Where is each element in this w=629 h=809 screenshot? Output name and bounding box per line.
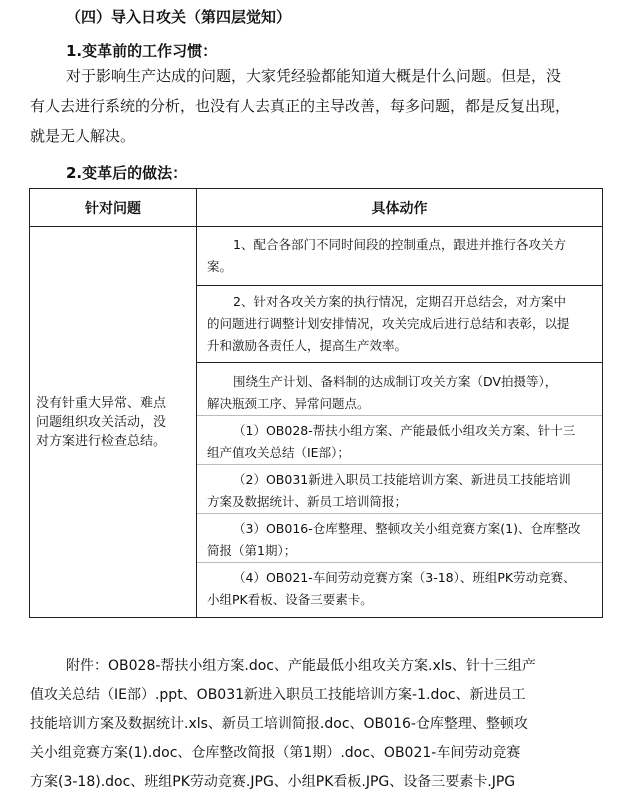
header-action: 具体动作 xyxy=(197,189,603,227)
subheading-before: 1.变革前的工作习惯： xyxy=(66,42,218,60)
paragraph-line: 对于影响生产达成的问题，大家凭经验都能知道大概是什么问题。但是，没 xyxy=(66,67,562,85)
attachments-line: 技能培训方案及数据统计.xls、新员工培训简报.doc、OB016-仓库整理、整顿攻 xyxy=(30,716,528,732)
issue-line: 问题组织攻关活动，没 xyxy=(36,414,167,430)
attachments-line: 值攻关总结（IE部）.ppt、OB031新进入职员工技能培训方案-1.doc、新进员工 xyxy=(30,687,526,703)
attachments-line: 方案(3-18).doc、班组PK劳动竞赛.JPG、小组PK看板.JPG、设备三要素卡.JPG xyxy=(30,774,516,790)
issue-cell xyxy=(30,227,197,618)
table-header-row xyxy=(30,189,603,227)
measures-table xyxy=(29,188,603,618)
paragraph-line: 就是无人解决。 xyxy=(30,127,136,145)
table-row xyxy=(30,227,603,286)
attachments-line: 附件：OB028-帮扶小组方案.doc、产能最低小组攻关方案.xls、针十三组产 xyxy=(66,658,536,674)
issue-line: 没有针重大异常、难点 xyxy=(36,395,167,411)
action-item-line: （3）OB016-仓库整理、整顿攻关小组竞赛方案(1)、仓库整改 xyxy=(233,521,581,536)
action-line: 2、针对各攻关方案的执行情况，定期召开总结会，对方案中 xyxy=(233,294,566,309)
action-item-line: （1）OB028-帮扶小组方案、产能最低小组攻关方案、针十三 xyxy=(233,423,576,438)
action-line: 的问题进行调整计划安排情况，攻关完成后进行总结和表彰，以提 xyxy=(207,316,570,331)
action-cell-2 xyxy=(197,286,603,363)
action-cell-1 xyxy=(197,227,603,286)
action-item-line: 组产值攻关总结（IE部）； xyxy=(207,445,350,460)
action-item-line: （4）OB021-车间劳动竞赛方案（3-18）、班组PK劳动竞赛、 xyxy=(233,570,576,585)
action-line: 升和激励各责任人，提高生产效率。 xyxy=(207,338,408,353)
paragraph-line: 有人去进行系统的分析，也没有人去真正的主导改善，每多问题，都是反复出现， xyxy=(30,97,571,115)
action-line: 1、配合各部门不同时间段的控制重点，跟进并推行各攻关方 xyxy=(233,237,566,252)
action-line: 围绕生产计划、备料制的达成制订攻关方案（DV拍摄等）， xyxy=(233,374,558,389)
action-cell-3 xyxy=(197,363,603,618)
attachments-paragraph xyxy=(30,652,605,797)
action-item-line: 方案及数据统计、新员工培训简报； xyxy=(207,494,408,509)
action-line: 案。 xyxy=(207,259,233,274)
action-item-line: 小组PK看板、设备三要素卡。 xyxy=(207,592,373,607)
section-title: （四）导入日攻关（第四层觉知） xyxy=(66,8,292,26)
action-line: 解决瓶颈工序、异常问题点。 xyxy=(207,396,370,411)
subheading-after: 2.变革后的做法： xyxy=(66,164,188,182)
header-issue: 针对问题 xyxy=(30,189,197,227)
attachments-line: 关小组竞赛方案(1).doc、仓库整改简报（第1期）.doc、OB021-车间劳动竞赛 xyxy=(30,745,521,761)
paragraph-before xyxy=(30,61,605,151)
action-item-line: （2）OB031新进入职员工技能培训方案、新进员工技能培训 xyxy=(233,472,571,487)
action-item-line: 简报（第1期）； xyxy=(207,543,297,558)
issue-line: 对方案进行检查总结。 xyxy=(36,433,167,449)
